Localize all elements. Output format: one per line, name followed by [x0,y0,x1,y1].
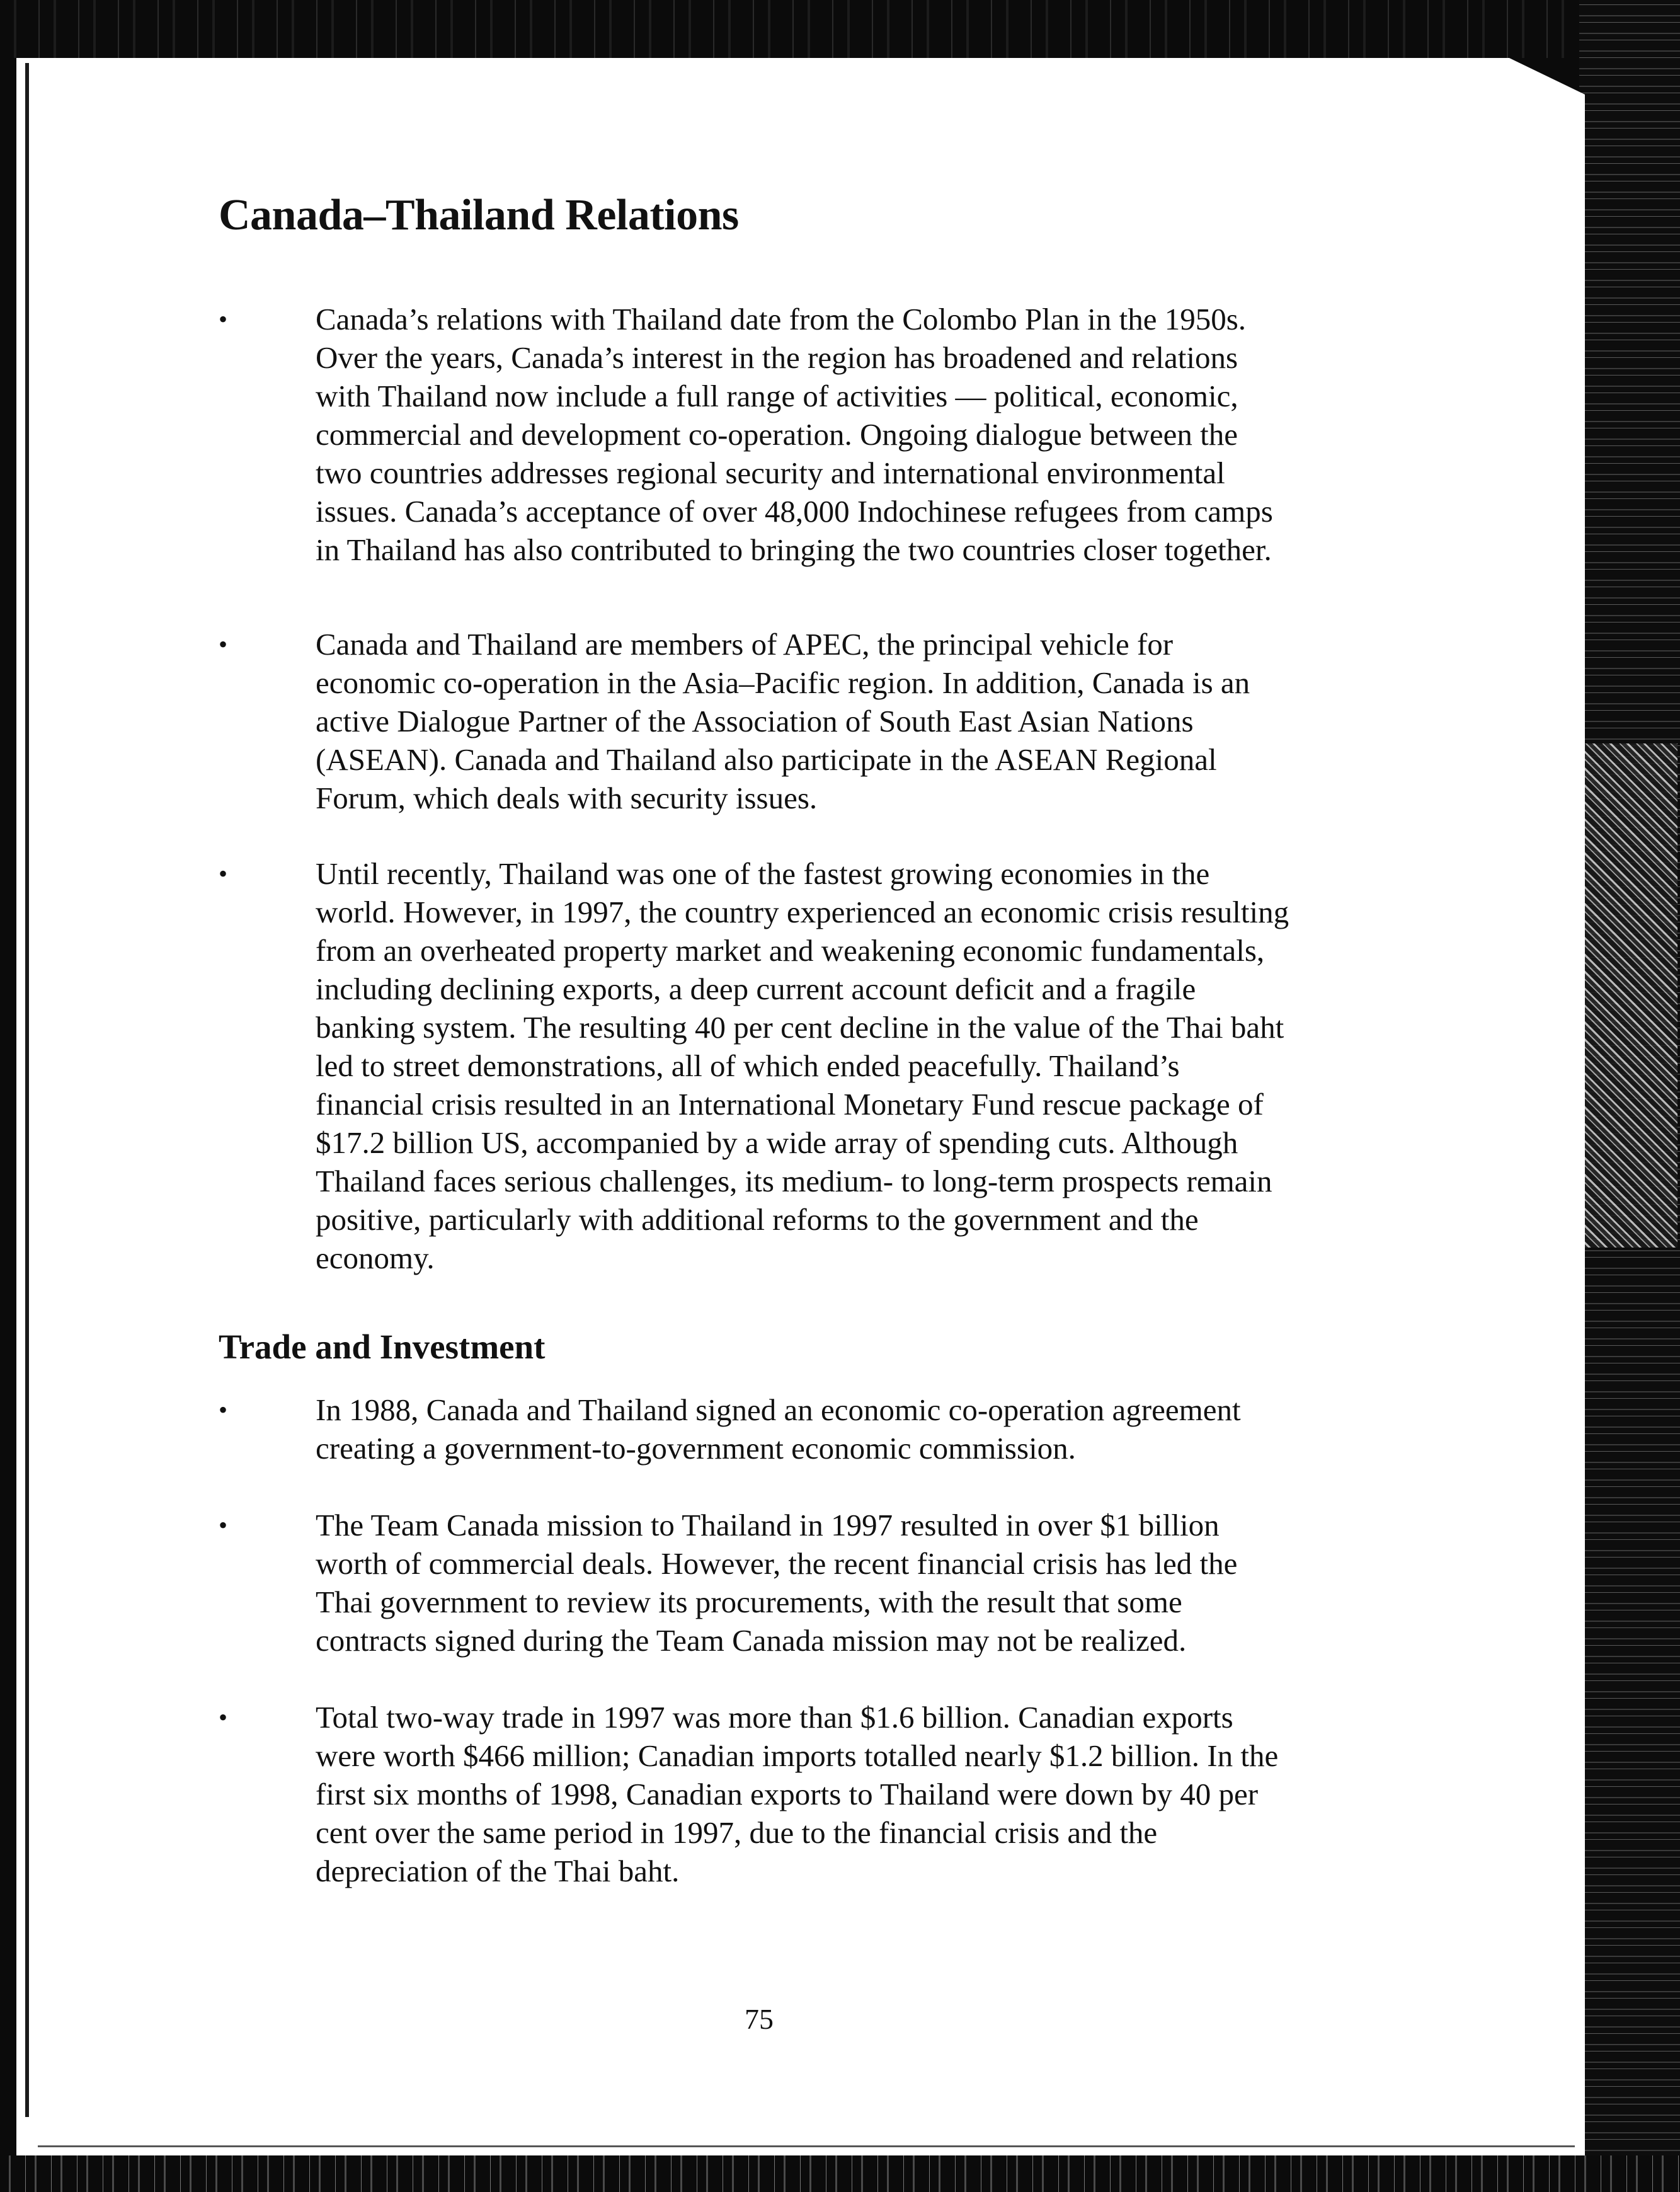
trade-bullet-list [219,1391,1289,1890]
bullet-item [219,300,1289,569]
section-title-relations: Canada–Thailand Relations [219,191,739,239]
bullet-text: The Team Canada mission to Thailand in 1997 resulted in over $1 billion worth of commercial deals. However, the recent financial crisis has led the Thai government to review its procurements, with the result that some contracts signed during the Team Canada mission may not be realized. [316,1508,1238,1658]
bullet-marker: • [219,1703,228,1731]
section-title-trade: Trade and Investment [219,1328,546,1366]
bullet-item [219,1506,1289,1660]
bullet-text: Total two-way trade in 1997 was more than $1.6 billion. Canadian exports were worth $466 million; Canadian imports totalled nearly $1.2 billion. In the first six months of 1998, Canadian exports to Thailand were down by 40 per cent over the same period in 1997, due to the financial crisis and the depreciation of the Thai baht. [316,1700,1279,1888]
scan-border-bottom [0,2155,1680,2192]
bullet-marker: • [219,630,228,658]
relations-bullet-list [219,300,1289,1277]
bullet-marker: • [219,1396,228,1424]
bullet-item [219,1698,1289,1890]
bullet-text: Until recently, Thailand was one of the fastest growing economies in the world. However, in 1997, the country experienced an economic crisis resulting from an overheated property market and weakening economic fundamentals, including declining exports, a deep current account deficit and a fragile banking system. The resulting 40 per cent decline in the value of the Thai baht led to street demonstrations, all of which ended peacefully. Thailand’s financial crisis resulted in an International Monetary Fund rescue package of $17.2 billion US, accompanied by a wide array of spending cuts. Although Thailand faces serious challenges, its medium- to long-term prospects remain positive, particularly with additional reforms to the government and the economy. [316,856,1289,1275]
page-content [219,189,1289,1890]
bullet-item [219,854,1289,1277]
page-number: 75 [745,2003,774,2035]
bullet-text: In 1988, Canada and Thailand signed an economic co-operation agreement creating a government-to-government economic commission. [316,1392,1241,1466]
bullet-item [219,625,1289,817]
scan-speckle-texture [1583,743,1677,1248]
bullet-marker: • [219,305,228,333]
bullet-marker: • [219,859,228,888]
page-bottom-edge [38,2145,1575,2147]
bullet-text: Canada and Thailand are members of APEC, the principal vehicle for economic co-operation in the Asia–Pacific region. In addition, Canada is an active Dialogue Partner of the Association of South East Asian Nations (ASEAN). Canada and Thailand also participate in the ASEAN Regional Forum, which deals with security issues. [316,627,1250,815]
bullet-item [219,1391,1289,1467]
scan-border-top [0,0,1680,58]
bullet-text: Canada’s relations with Thailand date from the Colombo Plan in the 1950s. Over the years, Canada’s interest in the region has broadened and relations with Thailand now include a full range of activities — political, economic, commercial and development co-operation. Ongoing dialogue between the two countries addresses regional security and international environmental issues. Canada’s acceptance of over 48,000 Indochinese refugees from camps in Thailand has also contributed to bringing the two countries closer together. [316,302,1273,567]
bullet-marker: • [219,1511,228,1539]
binding-edge [25,63,29,2117]
